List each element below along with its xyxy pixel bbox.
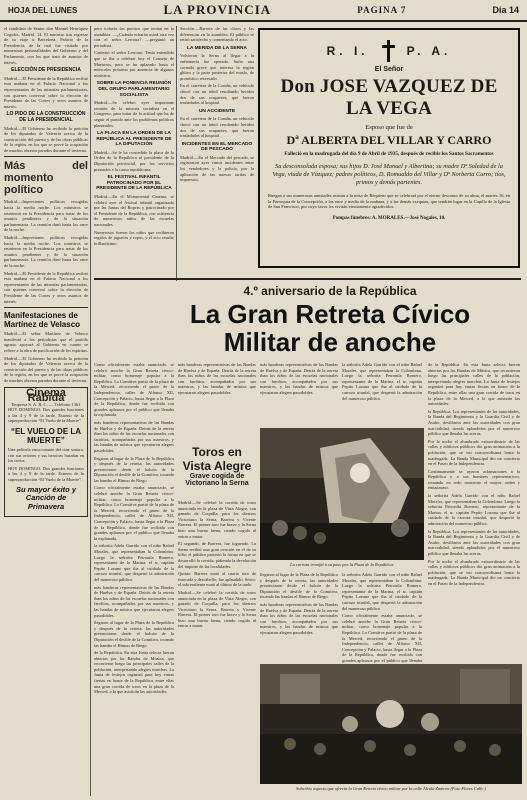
article-text: pero todavía los puestos que tenían en la asamblea. —¿Cuándo echarán usted otra vez con el señor Lerroux? —preguntó un periodista.: [94, 26, 174, 48]
photo-caption: Soberbio aspecto que ofrecía la Gran Retreta cívico militar por la calle Alcalá Zamora (Foto Flores Calle.): [296, 786, 486, 791]
feature-column-3: [260, 362, 338, 424]
feature-headline: [140, 300, 520, 356]
article-text: de la República. En esta Junta selecta fueron abiertas por las Bandas de Música, que recorrieron luego las principales calles de la población, interpretando alegres marchas. La Junta de festejos organizó para hoy varias fiestas en honor de la República, entre ellas una gran corrida de toros en la plaza de la Merced, a la que asistirán las autoridades.: [428, 362, 520, 407]
article-text: la señorita Adela Garrido con el niño Rafael Morales, que representaban la Colombina. Luego la señorita Petronila Romero, representante de la Marina, el sr. capitán Pepito Lozano que iba al cuidado de la carroza triunfal, que despertó la admiración del numeroso público.: [94, 543, 174, 582]
cinema-text: HOY DOMINGO. Dos grandes funciones a las 4 y 9 de la tarde. Estreno de la superproducción “El Vuelo de la Muerte”.: [8, 407, 84, 424]
article-text: Madrid.—El Presidente de la República recibió esta mañana en el Palacio Nacional a los representantes de las minorías parlamentarias, con quienes conversó sobre la elección de Presidente de las Cortes y otros asuntos de interés.: [4, 270, 88, 304]
feature-column-6: [260, 572, 338, 660]
obituary-title: El Señor: [374, 66, 404, 73]
divider: [4, 156, 88, 157]
bullfight-article: [178, 445, 256, 487]
feature-column-7: [342, 572, 422, 663]
article-text: Sección.—Barrera de las clases y las diferencias en la asamblea. El público se retiró satisfecho y comentando el acto.: [180, 26, 254, 43]
article-text: Madrid.—Impresiones políticas recogidas hacia la media noche. Los ministros se reunieron en la Presidencia para tratar de los asuntos pendientes y de la situación parlamentaria. La reunión duró hasta las once de la noche.: [4, 235, 88, 268]
article-text: más banderas representativas de las Bandas de Huelva y de España. Detrás de la retreta iban los niños de las escuelas nacionales con farolitos, acompañados por sus maestros, y las bandas de música que ejecutaron alegres pasodobles.: [94, 419, 174, 453]
obituary-notice: [258, 28, 520, 268]
cinema-name: Cinema Rábida: [26, 386, 66, 405]
article-text: Continuamente se oyeron aclamaciones a la República y a sus hombres representativos, reinando en todo momento el mayor orden y entusiasmo.: [428, 468, 520, 491]
cinema-subtitle: Empresa S. A. R. C. — Teléfono 1361: [11, 401, 81, 407]
column-rule: [90, 26, 91, 796]
bullfight-subtitle: Grave cogida de Victoriano la Serna: [185, 473, 249, 487]
article-text: Como oficialmente estaba anunciado, se celebró anoche la Gran Retreta cívico-militar, como homenaje popular a la República. La Comitiva partió de la plaza de la Merced, recorriendo el paseo de la Independencia, calles de Alfonso XII, Concepción y Palacio, hasta llegar a la Plaza de la República, donde fue recibida con grandes aplausos por el público que llenaba: [342, 613, 422, 663]
divider: [4, 307, 88, 308]
section-heading: Más del momento político: [4, 160, 88, 197]
article-text: la señorita Adela Garrido con el niño Rafael Morales, que representaban la Colombina. Luego la señorita Petronila Romero, representante de la Marina, el sr. capitán Pepito Lozano que iba al cuidado de la carroza triunfal, que despertó la admiración del numeroso público.: [342, 362, 422, 401]
crowd-parade-photo: [260, 664, 522, 784]
article-text: la República. Los representantes de las autoridades, la Banda del Regimiento y la Guardia Civil y de Asalto, desfilaron ante las autoridades con gran marcialidad, siendo aplaudidos por el numeroso público que llenaba las aceras.: [428, 528, 520, 556]
column-rule: [176, 26, 177, 281]
article-text: de la República. En esta Junta selecta fueron abiertas por las Bandas de Música, que recorrieron luego las principales calles de la población, interpretando alegres marchas. La Junta de festejos organizó para hoy varias fiestas en honor de la República, entre ellas una gran corrida de toros en la plaza de la Merced, a la que asistirán las autoridades.: [94, 650, 174, 695]
article-text: Madrid.—Se le ha concedido la placa de la Orden de la República al presidente de la Diputación provincial, por los servicios prestados a la causa republicana.: [94, 149, 174, 172]
article-text: Madrid.—El Gobierno ha recibido la petición de los diputados de Valencia acerca de la construcción del puerto y de las obras públicas de la región, en los que se prevé la ocupación de muchos obreros parados durante el invierno.: [4, 355, 88, 383]
article-text: más banderas representativas de las Bandas de Huelva y de España. Detrás de la retreta iban los niños de las escuelas nacionales con farolitos, acompañados por sus maestros, y las bandas de música que ejecutaron alegres pasodobles.: [260, 601, 338, 635]
article-heading: SOBRE LA PONENCIA REUNIÓN DEL GRUPO PARLAMENTARIO SOCIALISTA: [96, 81, 172, 98]
feature-column-4: [342, 362, 422, 424]
feature-kicker: 4.º aniversario de la República: [243, 284, 417, 298]
article-text: llegaron al lugar de la Plaza de la República y después de la retreta, las autoridades presenciaron desde el balcón de la Diputación el desfile de la Comitiva, tocando las bandas el Himno de Riego.: [94, 620, 174, 648]
rip-left: R. I.: [326, 44, 369, 58]
death-date: Falleció en la madrugada del día 9 de Abril de 1935, después de recibir los Santos Sacramentos: [284, 151, 494, 157]
cinema-text: Una película emocionante del cine sonoro, con sus aviones y sus heroicas hazañas en los cielos.: [8, 447, 84, 464]
article-text: Madrid.—El señor Martínez de Velasco manifestó a los periodistas que el partido agrario apoyará al Gobierno en cuanto se refiere a la obra de pacificación de los espíritus.: [4, 331, 88, 353]
deceased-name: Don JOSE VAZQUEZ DE LA VEGA: [280, 76, 498, 119]
article-text: En el carretera de la Coruña, un vehículo chocó con un árbol resultando heridos dos de sus ocupantes, que fueron trasladados al hospital.: [180, 116, 254, 139]
bullfight-text: [178, 500, 256, 796]
article-text: Madrid.—El Gobierno ha recibido la petición de los diputados de Valencia acerca de la construcción del puerto y de las obras públicas de la región, en los que se prevé la ocupación de muchos obreros parados durante el invierno.: [4, 125, 88, 153]
divider: [94, 278, 521, 280]
article-text: Contestó el señor Lerroux: Tenía entendido que se iba a celebrar hoy el Consejo de Ministros, pero se ha aplazado hasta el miércoles próximo por ausencia de algunos ministros.: [94, 50, 174, 78]
article-text: El segundo, de Barrera, fue fogueado. La Serna recibió una gran ovación en el de su lidia; el público protestó la forma en que se desarrolló la corrida, pidiendo la devolución del importe de las localidades.: [178, 541, 256, 569]
article-heading: LA PLACA EN LA ORDEN DE LA REPÚBLICA AL PRESIDENTE DE LA DIPUTACIÓN: [96, 131, 172, 148]
article-text: Madrid.—En el Mercado del pescado, se registraron ayer varios incidentes entre los vendedores y la policía, por la aplicación de las nuevas tarifas de impuestos.: [180, 154, 254, 183]
article-text: Madrid.—El Presidente de la República recibió esta mañana en el Palacio Nacional a los representantes de las minorías parlamentarias, con quienes conversó sobre la elección de Presidente de las Cortes y otros asuntos de interés.: [4, 75, 88, 109]
feature-column-2: [178, 362, 256, 442]
header-left: HOJA DEL LUNES: [8, 5, 78, 15]
photo-caption: La carroza triunfal a su paso por la Plaza de la República.: [290, 562, 394, 567]
film-title: “EL VUELO DE LA MUERTE”: [10, 427, 82, 446]
article-text: Por la noche el alumbrado extraordinario de las calles y edificios públicos dio gran animación a la población, que se vio concurridísima hasta la madrugada. La Banda Municipal dio un concierto en el Paseo de la Independencia.: [428, 438, 520, 467]
article-heading: INCIDENTES EN EL MERCADO DE PESCADO: [181, 141, 253, 153]
article-heading: ELECCIÓN DE PRESIDENCIA: [11, 67, 81, 74]
headline-line-2: Militar de anoche: [223, 327, 437, 357]
article-text: Madrid.—Se celebró la corrida de toros anunciada en la plaza de Vista Alegre, con ganado de Coquilla, para los diestros Victoriano la Serna, Barrera y Vicente Barrera. El primer toro fue bravo y la Serna hizo una buena faena, siendo cogido al entrar a matar.: [178, 589, 256, 629]
article-text: Volvieron la Serna al llegar a la enfermería fue operado. Sufre una cornada grave que interesa la región glútea y la parte posterior del muslo, de pronóstico reservado.: [180, 53, 254, 81]
film-subtitle: Su mayor éxito y Canción de Primavera: [15, 484, 77, 511]
column-3: [180, 26, 254, 281]
article-heading: UN ACCIDENTE: [198, 108, 236, 114]
article-text: más banderas representativas de las Bandas de Huelva y de España. Detrás de la retreta iban los niños de las escuelas nacionales con farolitos, acompañados por sus maestros, y las bandas de música que ejecutaron alegres pasodobles.: [94, 584, 174, 618]
article-text: la República. Los representantes de las autoridades, la Banda del Regimiento y la Guardia Civil y de Asalto, desfilaron ante las autoridades con gran marcialidad, siendo aplaudidos por el numeroso público que llenaba las aceras.: [428, 408, 520, 437]
cinema-ad: [4, 387, 88, 518]
article-text: llegaron al lugar de la Plaza de la República y después de la retreta, las autoridades presenciaron desde el balcón de la Diputación el desfile de la Comitiva, tocando las bandas el Himno de Riego.: [260, 572, 338, 600]
article-text: Numerosos fueron los niños que recibieron regalos de juguetes y ropas, y el acto resultó brillantísimo.: [94, 229, 174, 246]
photo-graphic: [260, 664, 522, 784]
article-text: Quinto: Barrera mató al cuarto toro de estocada y descabello; fue aplaudido. Sexto: el sobresaliente mató al último de la tarde.: [178, 571, 256, 588]
article-text: Como oficialmente estaba anunciado, se celebró anoche la Gran Retreta cívico-militar, como homenaje popular a la República. La Comitiva partió de la plaza de la Merced, recorriendo el paseo de la Independencia, calles de Alfonso XII, Concepción y Palacio, hasta llegar a la Plaza de la República, donde fue recibida con grandes aplausos por el público que llenaba la explanada.: [94, 485, 174, 541]
parade-float-photo: [260, 428, 424, 560]
article-heading: LA MERIDA DE LA SERNA: [187, 45, 247, 51]
funeral-home: Pompas fúnebres: A. MORALES.—José Nogales, 10.: [332, 215, 446, 221]
masthead: LA PROVINCIA: [163, 2, 272, 17]
article-text: Por la noche el alumbrado extraordinario de las calles y edificios públicos dio gran animación a la población, que se vio concurridísima hasta la madrugada. La Banda Municipal dio un concierto en el Paseo de la Independencia.: [428, 558, 520, 586]
article-heading: EL FESTIVAL INFANTIL PATROCINADO POR EL PRESIDENTE DE LA REPÚBLICA: [96, 175, 172, 192]
column-left: [4, 26, 88, 796]
rip-line: [268, 40, 510, 62]
article-text: Madrid.—Se celebró ayer importante reunión de la minoría socialista en el Congreso, para tratar de la actitud que ha de seguir el partido ante los problemas políticos planteados.: [94, 100, 174, 128]
photo-graphic: [260, 428, 424, 560]
section-heading: Manifestaciones de Martínez de Velasco: [4, 311, 81, 330]
article-text: más banderas representativas de las Bandas de Huelva y de España. Detrás de la retreta iban los niños de las escuelas nacionales con farolitos, acompañados por sus maestros, y las bandas de música que ejecutaron alegres pasodobles.: [260, 362, 338, 395]
article-text: el candidato de Senior don Manuel Henríquez Cogidos, Madrid. 14. El ministro tras regresar de su viaje a Barcelona, Palacio de la Presidencia, de la cual fue visitado por numerosas personalidades del Gobierno y del Parlamento, con los que trató de asuntos de interés.: [4, 26, 88, 65]
page-header: [0, 0, 527, 22]
mourners-text: Su desconsolada esposa; sus hijos D. José Manuel y Albertina; su madre Dª Soledad de la Vega, viuda de Vázquez; padres políticos, D. Romualdo del Villar y Dª Norberta Carro; tíos, primos y demás parientes.: [272, 163, 506, 186]
article-text: más banderas representativas de las Bandas de Huelva y de España. Detrás de la retreta iban los niños de las escuelas nacionales con farolitos, acompañados por sus maestros, y las bandas de música que ejecutaron alegres pasodobles.: [178, 362, 256, 395]
rip-right: P. A.: [406, 44, 452, 58]
relation-text: Esposo que fue de: [365, 124, 413, 131]
headline-line-1: La Gran Retreta Cívico: [189, 299, 471, 329]
issue-day: Día 14: [492, 5, 519, 15]
article-text: Como oficialmente estaba anunciado, se celebró anoche la Gran Retreta cívico-militar, como homenaje popular a la República. La Comitiva partió de la plaza de la Merced, recorriendo el paseo de la Independencia, calles de Alfonso XII, Concepción y Palacio, hasta llegar a la Plaza de la República, donde fue recibida con grandes aplausos por el público que llenaba la explanada.: [94, 362, 174, 418]
article-text: la señorita Adela Garrido con el niño Rafael Morales, que representaban la Colombina. Luego la señorita Petronila Romero, representante de la Marina, el sr. capitán Pepito Lozano que iba al cuidado de la carroza triunfal, que despertó la admiración del numeroso público.: [428, 493, 520, 527]
cross-icon: [381, 40, 395, 62]
article-text: Madrid.—En el Monumental Cinema, se celebró ayer el festival infantil organizado por las Juntas del Ropero y patrocinado por el Presidente de la República, con asistencia de numerosos niños de las escuelas nacionales.: [94, 194, 174, 227]
article-text: En el carretera de la Coruña, un vehículo chocó con un árbol resultando heridos dos de sus ocupantes, que fueron trasladados al hospital.: [180, 83, 254, 106]
article-text: Madrid.—Impresiones políticas recogidas hacia la media noche. Los ministros se reunieron en la Presidencia para tratar de los asuntos pendientes y de la situación parlamentaria. La reunión duró hasta las once de la noche.: [4, 199, 88, 233]
article-heading: LO PIDO DE LA CONSTRUCCIÓN DE LA PRESIDENCIAL: [6, 111, 86, 123]
spouse-name: Dª ALBERTA DEL VILLAR Y CARRO: [286, 133, 492, 147]
article-text: Madrid.—Se celebró la corrida de toros anunciada en la plaza de Vista Alegre, con ganado de Coquilla, para los diestros Victoriano la Serna, Barrera y Vicente Barrera. El primer toro fue bravo y la Serna hizo una buena faena, siendo cogido al entrar a matar.: [178, 500, 256, 539]
bullfight-title: Toros en Vista Alegre: [182, 445, 252, 473]
column-2: [94, 26, 174, 281]
mass-request: Ruegan a sus numerosas amistades asistan a la misa de Réquiem que se celebrará por el eterno descanso de su alma, el martes 16, en la Parroquia de la Concepción, a las once y media de la mañana, y a las demás exequias, que tendrán lugar en la Capilla de la Iglesia de San Francisco, por cuyo favor les vivirán eternamente agradecidos.: [268, 193, 510, 209]
article-text: la señorita Adela Garrido con el niño Rafael Morales, que representaban la Colombina. Luego la señorita Petronila Romero, representante de la Marina, el sr. capitán Pepito Lozano que iba al cuidado de la carroza triunfal, que despertó la admiración del numeroso público.: [342, 572, 422, 611]
feature-column-1: [94, 362, 174, 796]
article-text: llegaron al lugar de la Plaza de la República y después de la retreta, las autoridades presenciaron desde el balcón de la Diputación el desfile de la Comitiva, tocando las bandas el Himno de Riego.: [94, 455, 174, 483]
cinema-text: HOY DOMINGO. Dos grandes funciones a las 4 y 9 de la tarde. Estreno de la superproducción “El Vuelo de la Muerte”.: [8, 465, 84, 483]
page-number: PAGINA 7: [357, 5, 407, 15]
